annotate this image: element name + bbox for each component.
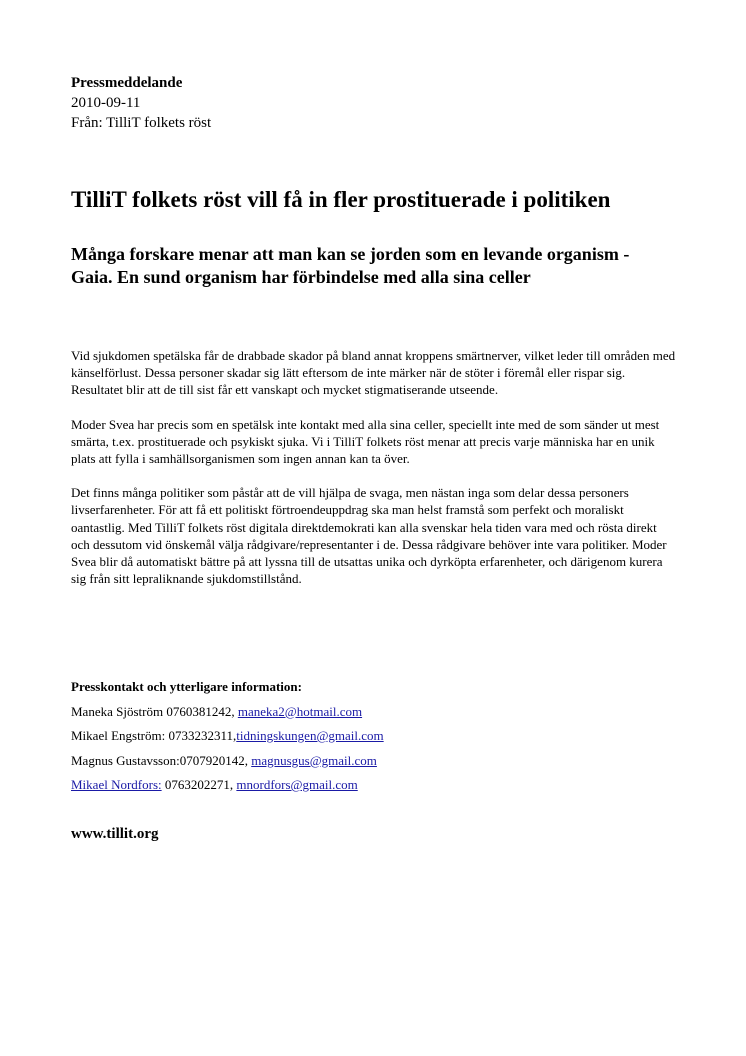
document-type-label: Pressmeddelande [71,75,183,91]
contact-phone: 0733232311, [168,728,237,743]
contact-row-1 [71,700,677,725]
contact-phone: 0763202271, [161,777,237,792]
contact-email-link[interactable]: magnusgus@gmail.com [251,752,377,768]
body-paragraph-2: Moder Svea har precis som en spetälsk inte kontakt med alla sina celler, speciellt inte med de som sänder ut mest smärta, t.ex. prostituerade och psykiskt sjuka. Vi i TilliT folkets röst menar att precis varje människa har en unik plats att fylla i samhällsorganismen som ingen annan kan ta över. [71,416,660,467]
header-block [71,73,211,133]
page-title: TilliT folkets röst vill få in fler prostituerade i politiken [71,187,611,212]
contact-name: Maneka Sjöström [71,703,167,719]
contact-row-2 [71,724,677,749]
release-sender: Från: TilliT folkets röst [71,115,212,131]
contact-name: Mikael Engström: [71,728,169,743]
body-paragraph-3: Det finns många politiker som påstår att de vill hjälpa de svaga, men nästan inga som delar dessa personers livserfarenheter. För att få ett politiskt förtroendeuppdrag ska man helst framstå som perfekt och moraliskt oantastlig. Med TilliT folkets röst digitala direktdemokrati kan alla svenskar hela tiden vara med och rösta direkt och dessutom vid önskemål välja rådgivare/representanter i de. Dessa rådgivare behöver inte vara politiker. Moder Svea blir då automatiskt bättre på att lyssna till de utsattas unika och dyrköpta erfarenheter, och därigenom kurera sig från sitt lepraliknande sjukdomstillstånd. [71,485,667,587]
contact-email-link[interactable]: tidningskungen@gmail.com [236,728,384,743]
contact-phone: 0707920142, [179,752,252,768]
contacts-heading: Presskontakt och ytterligare information: [71,679,302,694]
contact-row-4 [71,773,677,798]
press-contacts [71,675,677,798]
contact-name-link[interactable]: Mikael Nordfors: [71,777,162,792]
body-text [71,347,677,604]
page-subtitle: Många forskare menar att man kan se jorden som en levande organism - Gaia. En sund organism har förbindelse med alla sina celler [71,244,630,287]
contact-row-3 [71,749,677,774]
contact-email-link[interactable]: mnordfors@gmail.com [236,777,358,792]
website-url: www.tillit.org [71,826,159,842]
release-date: 2010-09-11 [71,95,141,111]
contact-phone: 0760381242, [166,703,238,719]
body-paragraph-1: Vid sjukdomen spetälska får de drabbade skador på bland annat kroppens smärtnerver, vilket leder till områden med känselförlust. Dessa personer skadar sig lätt eftersom de inte märker när de stöter i föremål eller rispar sig. Resultatet blir att de till sist får ett vanskapt och mycket stigmatiserande utseende. [71,348,676,398]
contact-name: Magnus Gustavsson: [71,752,180,768]
contact-email-link[interactable]: maneka2@hotmail.com [237,703,363,719]
